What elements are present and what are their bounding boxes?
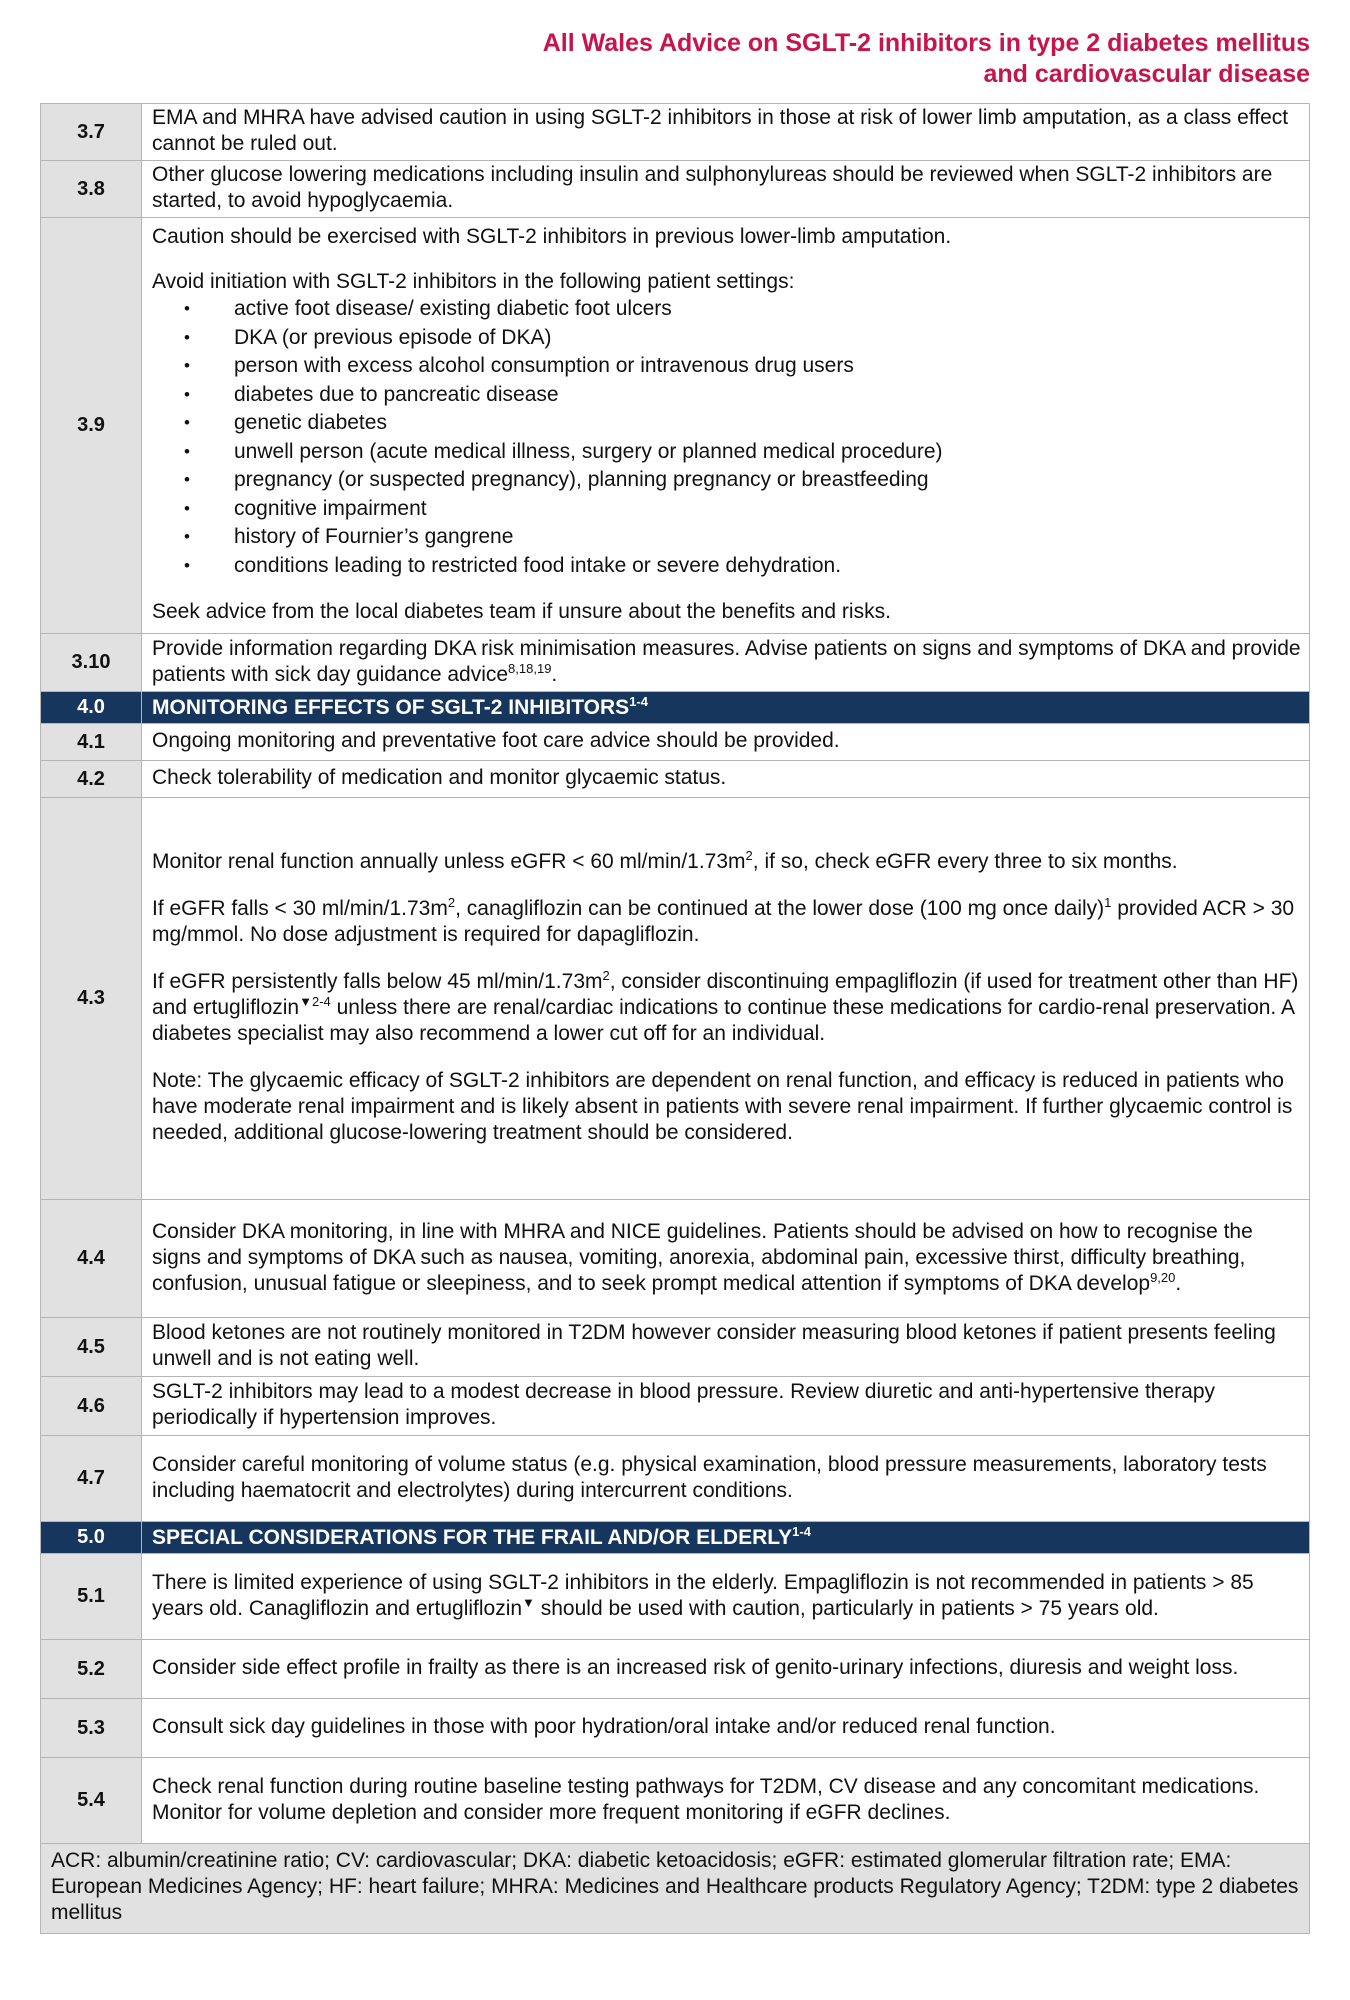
row-number: 4.5 (41, 1318, 142, 1377)
row-number: 3.8 (41, 161, 142, 218)
row-number: 4.2 (41, 761, 142, 798)
superscript: 2 (447, 895, 456, 910)
reference-superscript: 1 (1104, 895, 1112, 910)
row-text: Blood ketones are not routinely monitored in T2DM however consider measuring blood ketones if patient presents feeling unwell and is not eating well. (142, 1318, 1310, 1377)
list-item: • cognitive impairment (234, 495, 1301, 524)
row-text: Check renal function during routine baseline testing pathways for T2DM, CV disease and any concomitant medications. Monitor for volume depletion and consider more frequent monitoring if eGFR declines. (142, 1758, 1310, 1844)
row-text: SGLT-2 inhibitors may lead to a modest decrease in blood pressure. Review diuretic and anti-hypertensive therapy periodically if hypertension improves. (142, 1377, 1310, 1436)
section-number (41, 692, 142, 724)
table-row (41, 1554, 1310, 1640)
list-item: • conditions leading to restricted food intake or severe dehydration. (234, 552, 1301, 581)
row-number: 4.6 (41, 1377, 142, 1436)
table-row (41, 1699, 1310, 1758)
row-text: Check tolerability of medication and monitor glycaemic status. (142, 761, 1310, 798)
reference-superscript: 1-4 (629, 693, 648, 709)
table-row (41, 1377, 1310, 1436)
row-text: Consider side effect profile in frailty as there is an increased risk of genito-urinary infections, diuresis and weight loss. (142, 1640, 1310, 1699)
list-item: • DKA (or previous episode of DKA) (234, 324, 1301, 353)
table-row (41, 1200, 1310, 1318)
list-item: • person with excess alcohol consumption or intravenous drug users (234, 352, 1301, 381)
section-title (142, 1522, 1310, 1554)
black-triangle-reference: ▼2-4 (299, 994, 331, 1009)
list-item: • unwell person (acute medical illness, surgery or planned medical procedure) (234, 438, 1301, 467)
list-item: • history of Fournier’s gangrene (234, 523, 1301, 552)
section-title-text: MONITORING EFFECTS OF SGLT-2 INHIBITORS (152, 695, 630, 719)
row-text (142, 218, 1310, 634)
table-row (41, 218, 1310, 634)
row-number: 3.10 (41, 634, 142, 692)
text: . (551, 662, 558, 686)
table-row (41, 1436, 1310, 1522)
text: There is limited experience of using SGLT-2 inhibitors in the elderly. Empagliflozin is not recommended in patients > 85 years old. Canagliflozin and ertugliflozin (152, 1570, 1254, 1620)
row-number: 4.1 (41, 724, 142, 761)
row-number: 3.9 (41, 218, 142, 634)
row-text (142, 1200, 1310, 1318)
text: Monitor renal function annually unless eGFR < 60 ml/min/1.73m (152, 850, 746, 873)
section-title (142, 692, 1310, 724)
reference-superscript: 8,18,19 (508, 660, 552, 676)
table-row (41, 161, 1310, 218)
text: Provide information regarding DKA risk minimisation measures. Advise patients on signs and symptoms of DKA and provide patients with sick day guidance advice (152, 636, 1301, 686)
row-text: Other glucose lowering medications including insulin and sulphonylureas should be reviewed when SGLT-2 inhibitors are started, to avoid hypoglycaemia. (142, 161, 1310, 218)
section-number-text: 5.0 (77, 1526, 105, 1548)
row-text (142, 798, 1310, 1200)
table-row (41, 798, 1310, 1200)
reference-superscript: 9,20 (1150, 1269, 1176, 1285)
paragraph: Seek advice from the local diabetes team if unsure about the benefits and risks. (152, 600, 891, 623)
header-title-line-2: and cardiovascular disease (983, 60, 1310, 88)
row-number: 5.3 (41, 1699, 142, 1758)
paragraph (152, 896, 1301, 948)
text: If eGFR persistently falls below 45 ml/min/1.73m (152, 970, 603, 993)
paragraph: Avoid initiation with SGLT-2 inhibitors in the following patient settings: (152, 270, 795, 293)
document-header (543, 28, 1310, 90)
table-row (41, 761, 1310, 798)
paragraph (152, 969, 1301, 1047)
text: Consider DKA monitoring, in line with MHRA and NICE guidelines. Patients should be advised on how to recognise the signs and symptoms of DKA such as nausea, vomiting, anorexia, abdominal pain, excessive thirst, difficulty breathing, confusion, unusual fatigue or sleepiness, and to seek prompt medical attention if symptoms of DKA develop (152, 1219, 1253, 1295)
row-text: Ongoing monitoring and preventative foot care advice should be provided. (142, 724, 1310, 761)
row-number: 4.4 (41, 1200, 142, 1318)
abbreviations-footnote: ACR: albumin/creatinine ratio; CV: cardiovascular; DKA: diabetic ketoacidosis; eGFR: estimated glomerular filtration rate; EMA: European Medicines Agency; HF: heart failure; MHRA: Medicines and Healthcare products Regulatory Agency; T2DM: type 2 diabetes mellitus (41, 1844, 1310, 1934)
table-row (41, 724, 1310, 761)
table-row (41, 1640, 1310, 1699)
row-text: EMA and MHRA have advised caution in using SGLT-2 inhibitors in those at risk of lower limb amputation, as a class effect cannot be ruled out. (142, 104, 1310, 161)
paragraph (152, 849, 1301, 875)
text: . (1175, 1271, 1182, 1295)
superscript: 2 (745, 848, 753, 863)
row-number: 4.7 (41, 1436, 142, 1522)
text: , if so, check eGFR every three to six months. (752, 850, 1178, 873)
row-number: 3.7 (41, 104, 142, 161)
paragraph: Caution should be exercised with SGLT-2 inhibitors in previous lower-limb amputation. (152, 225, 952, 248)
row-text: Consult sick day guidelines in those with poor hydration/oral intake and/or reduced renal function. (142, 1699, 1310, 1758)
row-number: 5.4 (41, 1758, 142, 1844)
table-row (41, 1758, 1310, 1844)
section-number-text: 4.0 (77, 696, 105, 718)
advice-table (40, 103, 1310, 1934)
section-heading-row (41, 692, 1310, 724)
footer-row (41, 1844, 1310, 1934)
text: , consider discontinuing empagliflozin (if used for treatment other than HF) and ertugliflozin (152, 970, 1299, 1019)
row-number: 5.1 (41, 1554, 142, 1640)
black-triangle-symbol: ▼ (522, 1594, 535, 1610)
row-number: 4.3 (41, 798, 142, 1200)
list-item: • pregnancy (or suspected pregnancy), planning pregnancy or breastfeeding (234, 466, 1301, 495)
row-text (142, 634, 1310, 692)
row-text: Consider careful monitoring of volume status (e.g. physical examination, blood pressure measurements, laboratory tests including haematocrit and electrolytes) during intercurrent conditions. (142, 1436, 1310, 1522)
paragraph: Note: The glycaemic efficacy of SGLT-2 inhibitors are dependent on renal function, and efficacy is reduced in patients who have moderate renal impairment and is likely absent in patients with severe renal impairment. If further glycaemic control is needed, additional glucose-lowering treatment should be considered. (152, 1069, 1293, 1144)
table-row (41, 634, 1310, 692)
list-item: • active foot disease/ existing diabetic foot ulcers (234, 295, 1301, 324)
text: , canagliflozin can be continued at the lower dose (100 mg once daily) (455, 897, 1105, 920)
section-title-text: SPECIAL CONSIDERATIONS FOR THE FRAIL AND/OR ELDERLY (152, 1525, 793, 1549)
bullet-list (152, 295, 1301, 580)
text: unless there are renal/cardiac indications to continue these medications for cardio-renal preservation. A diabetes specialist may also recommend a lower cut off for an individual. (152, 996, 1294, 1045)
row-text (142, 1554, 1310, 1640)
table-row (41, 104, 1310, 161)
table-row (41, 1318, 1310, 1377)
list-item: • diabetes due to pancreatic disease (234, 381, 1301, 410)
superscript: 2 (602, 968, 610, 983)
reference-superscript: 1-4 (792, 1523, 811, 1539)
list-item: • genetic diabetes (234, 409, 1301, 438)
section-heading-row (41, 1522, 1310, 1554)
header-title-line-1: All Wales Advice on SGLT-2 inhibitors in type 2 diabetes mellitus (542, 29, 1310, 57)
section-number (41, 1522, 142, 1554)
text: should be used with caution, particularly in patients > 75 years old. (534, 1596, 1159, 1620)
text: provided ACR > 30 mg/mmol. No dose adjustment is required for dapagliflozin. (152, 897, 1295, 946)
row-number: 5.2 (41, 1640, 142, 1699)
text: If eGFR falls < 30 ml/min/1.73m (152, 897, 448, 920)
